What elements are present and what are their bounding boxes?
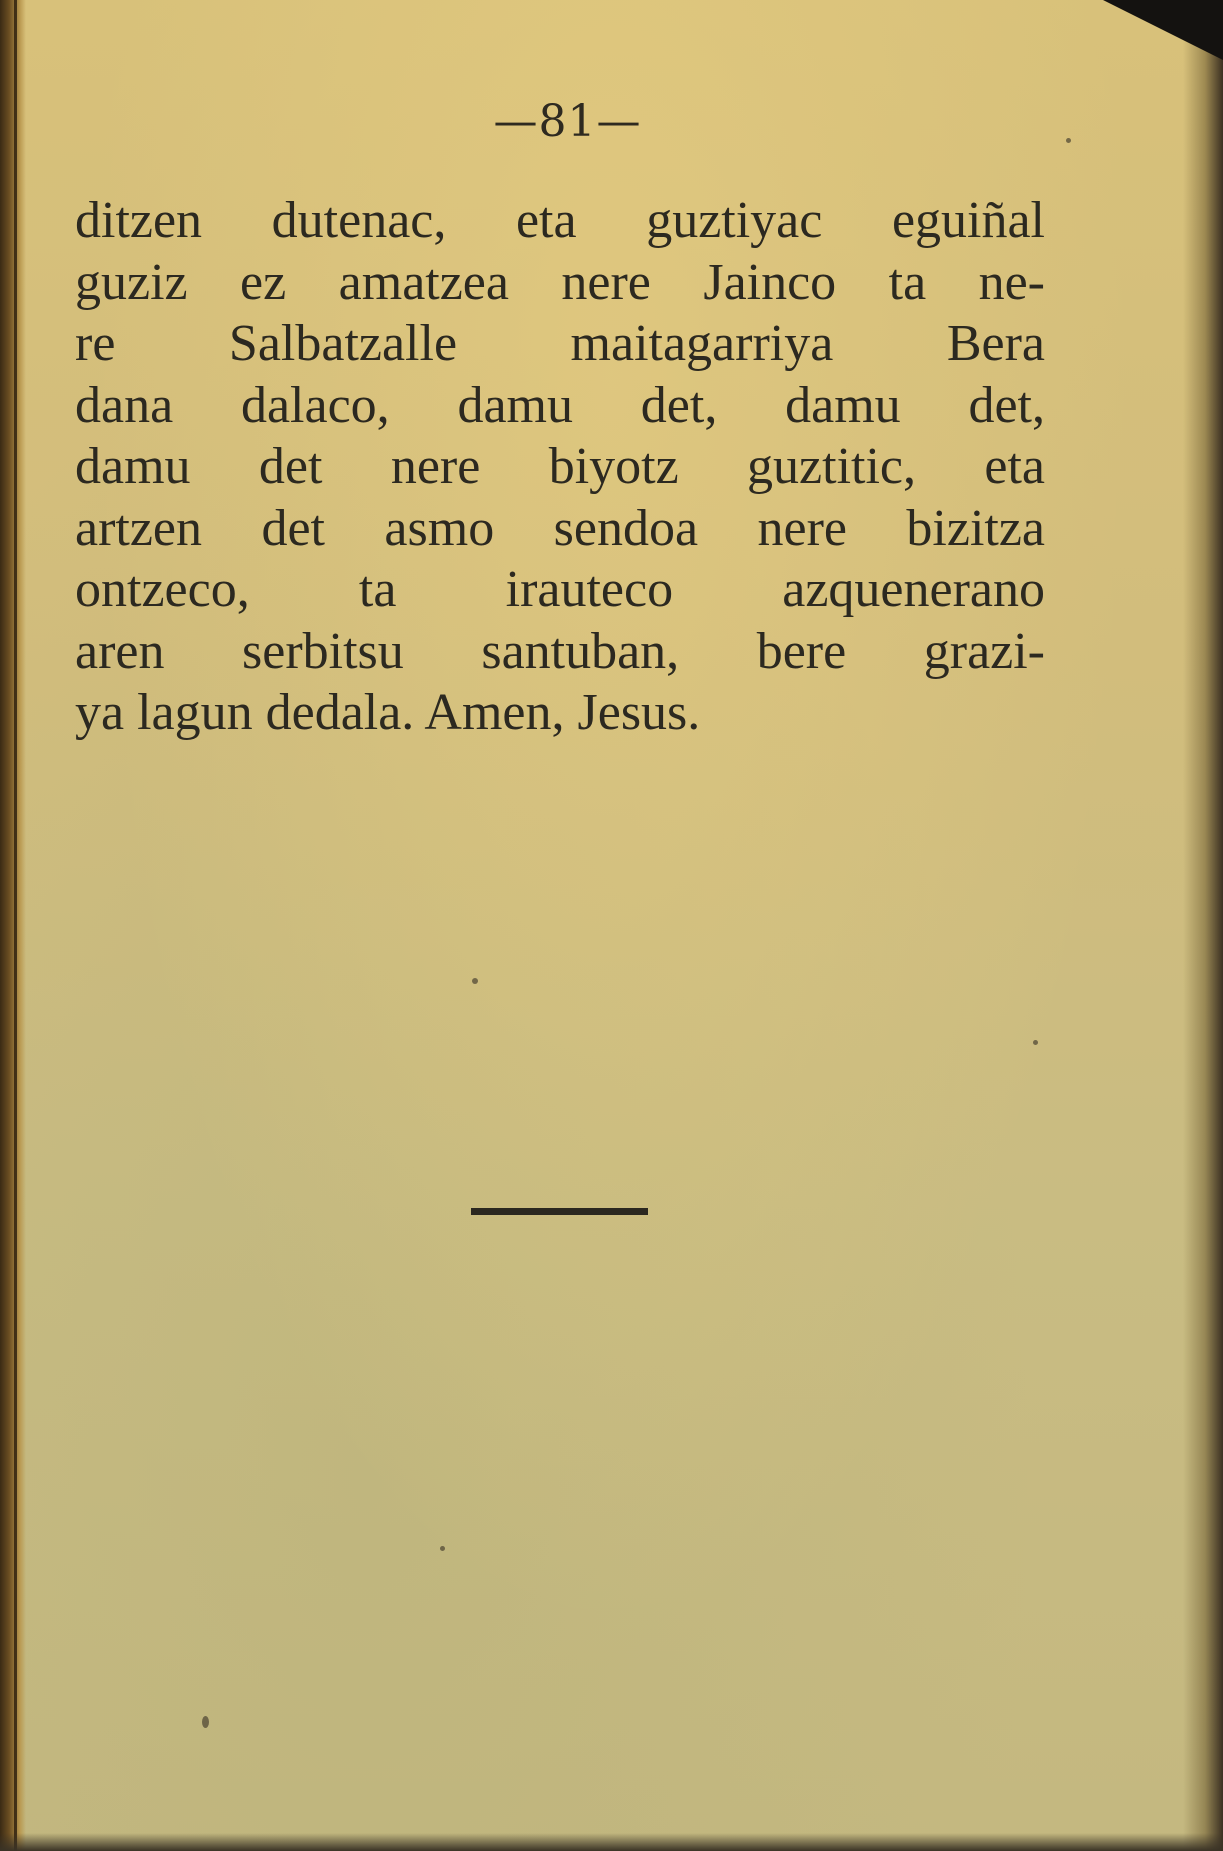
text-line: guziz ez amatzea nere Jainco ta ne- (75, 253, 1045, 311)
page-edge-shadow (1183, 0, 1223, 1851)
text-line: aren serbitsu santuban, bere grazi- (75, 622, 1045, 680)
section-divider-rule (471, 1208, 648, 1215)
text-line: ontzeco, ta irauteco azquenerano (75, 561, 1045, 618)
text-line: ditzen dutenac, eta guztiyac eguiñal (75, 192, 1045, 249)
paper-speck (1066, 138, 1071, 143)
binding-edge (14, 0, 17, 1851)
text-line: re Salbatzalle maitagarriya Bera (75, 315, 1045, 372)
paper-speck (472, 978, 478, 984)
dark-corner (1103, 0, 1223, 60)
bottom-edge-shadow (0, 1833, 1223, 1851)
book-spine-shadow (0, 0, 26, 1851)
page-number: —81— (493, 96, 642, 147)
text-line: ya lagun dedala. Amen, Jesus. (75, 684, 701, 741)
paper-speck (440, 1546, 445, 1551)
paper-speck (1033, 1040, 1038, 1045)
text-line: dana dalaco, damu det, damu det, (75, 376, 1045, 434)
text-line: artzen det asmo sendoa nere bizitza (75, 499, 1045, 557)
body-text (75, 190, 1045, 744)
text-line: damu det nere biyotz guztitic, eta (75, 438, 1045, 495)
paper-speck (202, 1716, 209, 1728)
